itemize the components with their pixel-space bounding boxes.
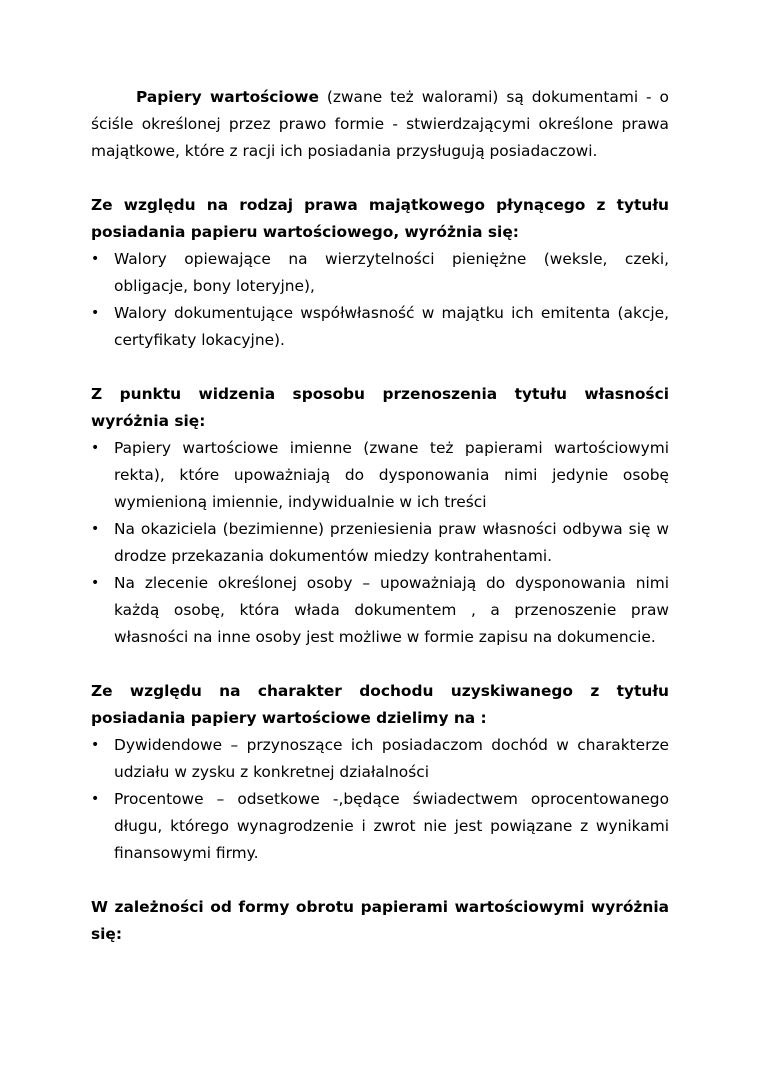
bullet-icon: • — [91, 251, 100, 267]
intro-bold-term: Papiery wartościowe — [136, 88, 319, 106]
list-item-text: Na okaziciela (bezimienne) przeniesienia praw własności odbywa się w drodze przekazania dokumentów miedzy kontrahentami. — [114, 520, 669, 565]
list-item-text: Na zlecenie określonej osoby – upoważniają do dysponowania nimi każdą osobę, która włada dokumentem , a przenoszenie praw własności na inne osoby jest możliwe w formie zapisu na dokumencie. — [114, 574, 669, 646]
bullet-list-rights-type — [91, 246, 669, 354]
list-item — [91, 732, 669, 786]
list-item — [91, 246, 669, 300]
list-item-text: Walory opiewające na wierzytelności pieniężne (weksle, czeki, obligacje, bony loteryjne), — [114, 250, 669, 295]
bullet-list-income-type — [91, 732, 669, 867]
bullet-list-ownership-transfer — [91, 435, 669, 651]
list-item — [91, 516, 669, 570]
bullet-icon: • — [91, 305, 100, 321]
list-item — [91, 435, 669, 516]
list-item — [91, 570, 669, 651]
list-item-text: Papiery wartościowe imienne (zwane też papierami wartościowymi rekta), które upoważniają do dysponowania nimi jedynie osobę wymienioną imiennie, indywidualnie w ich treści — [114, 439, 669, 511]
section-heading-trading-form: W zależności od formy obrotu papierami wartościowymi wyróżnia się: — [91, 898, 669, 943]
list-item-text: Procentowe – odsetkowe -,będące świadectwem oprocentowanego długu, którego wynagrodzenie i zwrot nie jest powiązane z wynikami finansowymi firmy. — [114, 790, 669, 862]
section-heading-rights-type: Ze względu na rodzaj prawa majątkowego płynącego z tytułu posiadania papieru wartościowego, wyróżnia się: — [91, 196, 669, 241]
list-item — [91, 300, 669, 354]
section-heading-ownership-transfer: Z punktu widzenia sposobu przenoszenia tytułu własności wyróżnia się: — [91, 385, 669, 430]
intro-text: (zwane też walorami) są dokumentami - o ściśle określonej przez prawo formie - stwierdzającymi określone prawa majątkowe, które z racji ich posiadania przysługują posiadaczowi. — [91, 88, 669, 160]
intro-paragraph — [91, 84, 669, 165]
bullet-icon: • — [91, 575, 100, 591]
bullet-icon: • — [91, 737, 100, 753]
bullet-icon: • — [91, 521, 100, 537]
list-item-text: Walory dokumentujące współwłasność w majątku ich emitenta (akcje, certyfikaty lokacyjne). — [114, 304, 669, 349]
bullet-icon: • — [91, 440, 100, 456]
list-item — [91, 786, 669, 867]
list-item-text: Dywidendowe – przynoszące ich posiadaczom dochód w charakterze udziału w zysku z konkretnej działalności — [114, 736, 669, 781]
bullet-icon: • — [91, 791, 100, 807]
section-heading-income-type: Ze względu na charakter dochodu uzyskiwanego z tytułu posiadania papiery wartościowe dzielimy na : — [91, 682, 669, 727]
